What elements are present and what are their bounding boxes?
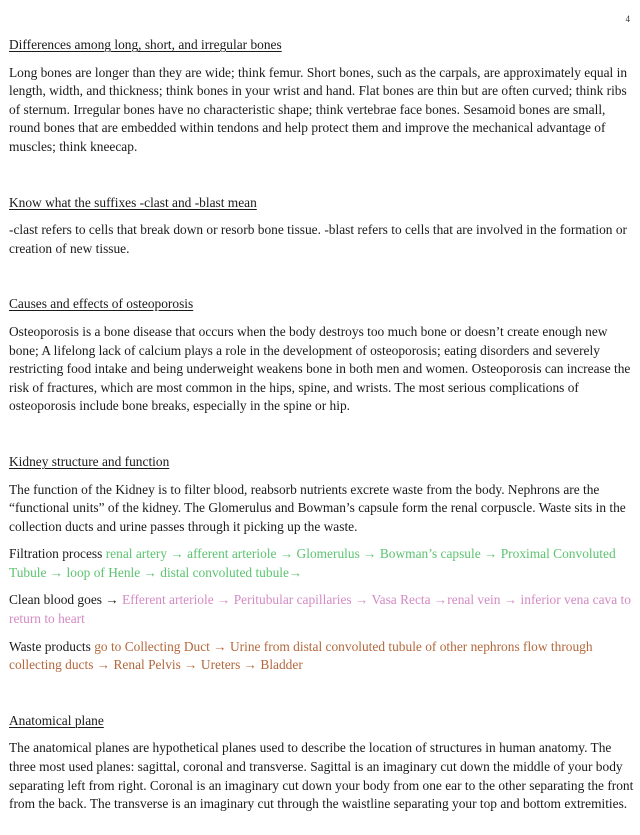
section-clast-blast bbox=[9, 194, 634, 259]
filtration-label: Filtration process bbox=[9, 546, 103, 562]
waste-path: go to Collecting Duct → Urine from distal convoluted tubule of other nephrons flow through collecting ducts → Renal Pelvis → Ureters → Bladder bbox=[9, 638, 593, 673]
section-heading: Know what the suffixes -clast and -blast mean bbox=[9, 194, 257, 210]
section-body: Long bones are longer than they are wide; think femur. Short bones, such as the carpals, are approximately equal in length, width, and thickness; think bones in your wrist and hand. Flat bones are thin but are often curved; think ribs of sternum. Irregular bones have no characteristic shape; think vertebrae face bones. Sesamoid bones are small, round bones that are embedded within tendons and help protect them and improve the mechanical advantage of muscles; think kneecap. bbox=[9, 64, 628, 154]
filtration-path: renal artery → afferent arteriole → Glomerulus → Bowman’s capsule → Proximal Convoluted Tubule → loop of Henle → distal convoluted tubule→ bbox=[9, 546, 616, 580]
filtration-process bbox=[9, 545, 634, 582]
section-heading: Causes and effects of osteoporosis bbox=[9, 296, 194, 312]
clean-blood-path: Efferent arteriole → Peritubular capillaries → Vasa Recta →renal vein → inferior vena cava to return to heart bbox=[9, 592, 631, 627]
section-bone-types bbox=[9, 36, 634, 157]
section-heading: Kidney structure and function bbox=[9, 453, 170, 469]
page-number: 4 bbox=[625, 14, 630, 24]
section-heading: Differences among long, short, and irregular bones bbox=[9, 37, 282, 52]
section-anatomical-plane bbox=[9, 712, 634, 814]
clean-blood-label: Clean blood goes → bbox=[9, 592, 119, 608]
section-body: The anatomical planes are hypothetical planes used to describe the location of structures in human anatomy. The three most used planes: sagittal, coronal and transverse. Sagittal is an imaginary cut down the middle of your body separating left from right. Coronal is an imaginary cut down your body from one ear to the other separating the front from the back. The transverse is an imaginary cut through the waistline separating your top and bottom extremities. bbox=[9, 740, 634, 812]
waste-products-route bbox=[9, 638, 634, 675]
section-kidney bbox=[9, 453, 634, 675]
section-osteoporosis bbox=[9, 295, 634, 416]
waste-label: Waste products bbox=[9, 638, 91, 654]
clean-blood-route bbox=[9, 591, 634, 628]
section-body: -clast refers to cells that break down or resorb bone tissue. -blast refers to cells that are involved in the formation or creation of new tissue. bbox=[9, 222, 627, 256]
document-body bbox=[9, 36, 634, 814]
section-body: The function of the Kidney is to filter blood, reabsorb nutrients excrete waste from the body. Nephrons are the “functional units” of the kidney. The Glomerulus and Bowman’s capsule form the renal corpuscle. Waste sits in the collection ducts and urine passes through it picking up the waste. bbox=[9, 481, 626, 534]
section-body: Osteoporosis is a bone disease that occurs when the body destroys too much bone or doesn’t create enough new bone; A lifelong lack of calcium plays a role in the development of osteoporosis; eating disorders and severely restricting food intake and being underweight weakens bone in both men and women. Osteoporosis can increase the risk of fractures, which are most common in the hips, spine, and wrists. The most serious complications of osteoporosis include bone breaks, especially in the spine or hip. bbox=[9, 323, 631, 414]
section-heading: Anatomical plane bbox=[9, 712, 104, 728]
